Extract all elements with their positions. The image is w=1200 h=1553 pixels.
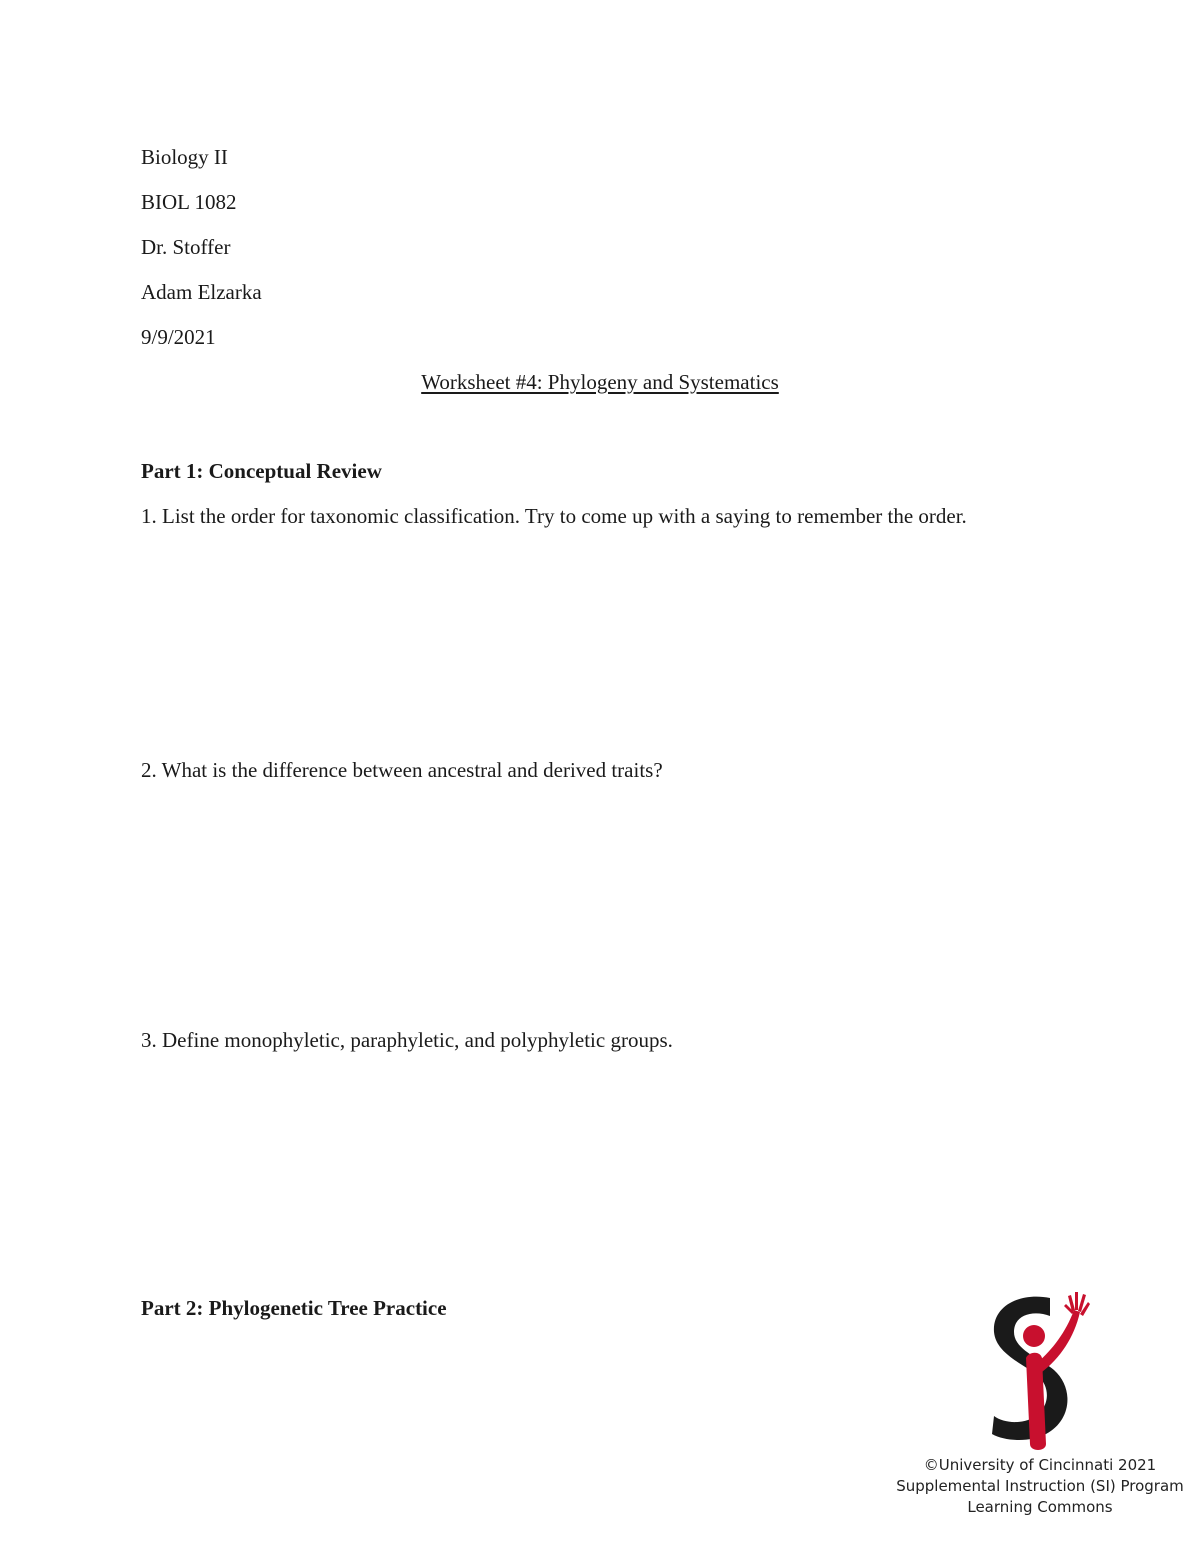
course-code: BIOL 1082 bbox=[141, 190, 237, 214]
part1-heading: Part 1: Conceptual Review bbox=[141, 459, 382, 483]
course-name: Biology II bbox=[141, 145, 228, 169]
footer-copyright: ©University of Cincinnati 2021 bbox=[923, 1456, 1157, 1474]
worksheet-title: Worksheet #4: Phylogeny and Systematics bbox=[421, 370, 779, 394]
student-name: Adam Elzarka bbox=[141, 280, 262, 304]
si-logo-icon bbox=[980, 1284, 1100, 1454]
question-1: 1. List the order for taxonomic classification. Try to come up with a saying to remember the order. bbox=[141, 504, 967, 528]
question-2: 2. What is the difference between ancestral and derived traits? bbox=[141, 758, 663, 782]
footer-program: Supplemental Instruction (SI) Program bbox=[896, 1477, 1184, 1495]
question-3: 3. Define monophyletic, paraphyletic, and polyphyletic groups. bbox=[141, 1028, 673, 1052]
worksheet-date: 9/9/2021 bbox=[141, 325, 216, 349]
instructor-name: Dr. Stoffer bbox=[141, 235, 231, 259]
part2-heading: Part 2: Phylogenetic Tree Practice bbox=[141, 1296, 447, 1320]
footer-department: Learning Commons bbox=[967, 1498, 1113, 1516]
